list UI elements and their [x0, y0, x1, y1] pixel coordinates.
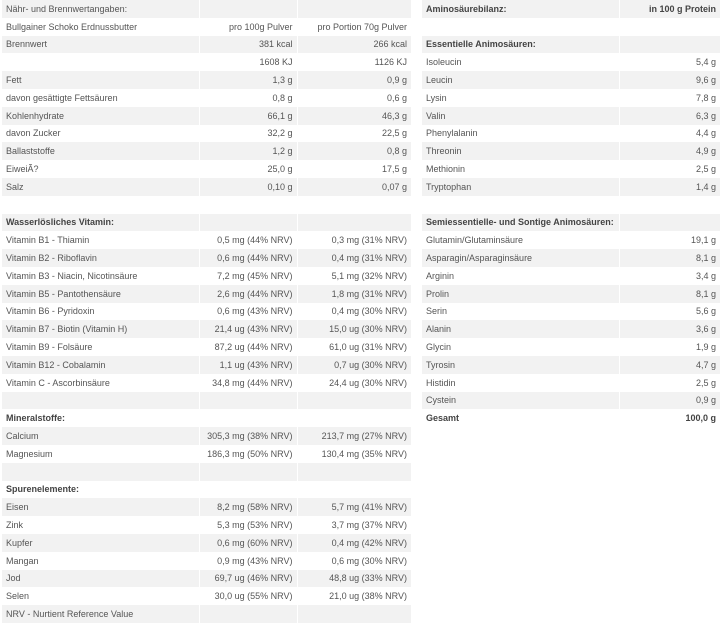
table-row: [2, 320, 411, 338]
row-value: 30,0 ug (55% NRV): [199, 587, 297, 605]
row-value: [199, 463, 297, 481]
row-label: davon Zucker: [2, 125, 199, 143]
row-value: 7,2 mg (45% NRV): [199, 267, 297, 285]
row-value: [199, 623, 297, 641]
table-row: [422, 267, 720, 285]
table-row: [422, 18, 720, 36]
table-row: [422, 196, 720, 214]
row-value: [619, 214, 720, 232]
row-value: 213,7 mg (27% NRV): [297, 427, 411, 445]
row-value: 15,0 ug (30% NRV): [297, 320, 411, 338]
row-value: 0,5 mg (44% NRV): [199, 231, 297, 249]
row-value: 21,0 ug (38% NRV): [297, 587, 411, 605]
row-value: [619, 18, 720, 36]
row-value: [297, 409, 411, 427]
row-label: Vitamin C - Ascorbinsäure: [2, 374, 199, 392]
table-row: [2, 267, 411, 285]
table-row: [2, 303, 411, 321]
row-value: 2,5 g: [619, 160, 720, 178]
table-row: [422, 125, 720, 143]
row-label: Kupfer: [2, 534, 199, 552]
row-value: 5,4 g: [619, 53, 720, 71]
row-label: Vitamin B3 - Niacin, Nicotinsäure: [2, 267, 199, 285]
row-value: 0,9 mg (43% NRV): [199, 552, 297, 570]
row-value: 100,0 g: [619, 409, 720, 427]
row-value: 0,3 mg (31% NRV): [297, 231, 411, 249]
table-row: [2, 463, 411, 481]
row-value: 8,2 mg (58% NRV): [199, 498, 297, 516]
row-label: Kohlenhydrate: [2, 107, 199, 125]
row-value: [297, 214, 411, 232]
row-label: Eisen: [2, 498, 199, 516]
row-value: 1,8 mg (31% NRV): [297, 285, 411, 303]
row-value: 2,5 g: [619, 374, 720, 392]
table-row: [422, 338, 720, 356]
row-label: Calcium: [2, 427, 199, 445]
row-value: 4,4 g: [619, 125, 720, 143]
row-value: 2,6 mg (44% NRV): [199, 285, 297, 303]
row-label: Vitamin B5 - Pantothensäure: [2, 285, 199, 303]
row-value: 25,0 g: [199, 160, 297, 178]
table-row: [2, 231, 411, 249]
table-row: [422, 392, 720, 410]
row-value: 1,4 g: [619, 178, 720, 196]
nutrition-table-body: [2, 0, 411, 641]
row-value: 5,6 g: [619, 303, 720, 321]
row-value: pro 100g Pulver: [199, 18, 297, 36]
row-value: 0,9 g: [297, 71, 411, 89]
table-row: [422, 71, 720, 89]
row-label: Gesamt: [422, 409, 619, 427]
table-row: [2, 587, 411, 605]
row-value: 3,4 g: [619, 267, 720, 285]
row-value: 8,1 g: [619, 249, 720, 267]
table-row: [422, 89, 720, 107]
row-label: [2, 623, 199, 641]
table-row: [2, 570, 411, 588]
row-label: Vitamin B12 - Cobalamin: [2, 356, 199, 374]
row-value: 3,6 g: [619, 320, 720, 338]
row-value: 0,9 g: [619, 392, 720, 410]
row-label: Vitamin B7 - Biotin (Vitamin H): [2, 320, 199, 338]
row-label: NRV - Nurtient Reference Value: [2, 605, 199, 623]
row-label: Magnesium: [2, 445, 199, 463]
section-header-row: [422, 0, 720, 18]
row-label: Selen: [2, 587, 199, 605]
row-value: 0,10 g: [199, 178, 297, 196]
row-value: pro Portion 70g Pulver: [297, 18, 411, 36]
row-value: 0,4 mg (30% NRV): [297, 303, 411, 321]
row-value: 9,6 g: [619, 71, 720, 89]
row-label: Tyrosin: [422, 356, 619, 374]
row-value: [199, 392, 297, 410]
row-label: Glutamin/Glutaminsäure: [422, 231, 619, 249]
table-row: [2, 285, 411, 303]
amino-acid-table-body: [422, 0, 720, 427]
row-value: 17,5 g: [297, 160, 411, 178]
row-value: [199, 409, 297, 427]
table-row: [2, 249, 411, 267]
row-label: Methionin: [422, 160, 619, 178]
row-label: Essentielle Animosäuren:: [422, 36, 619, 54]
row-label: Fett: [2, 71, 199, 89]
table-row: [2, 36, 411, 54]
section-header-row: [2, 409, 411, 427]
row-value: 0,6 mg (30% NRV): [297, 552, 411, 570]
row-label: Zink: [2, 516, 199, 534]
row-value: 22,5 g: [297, 125, 411, 143]
table-row: [2, 71, 411, 89]
row-value: 21,4 ug (43% NRV): [199, 320, 297, 338]
row-label: Tryptophan: [422, 178, 619, 196]
table-row: [2, 196, 411, 214]
row-value: 1608 KJ: [199, 53, 297, 71]
table-row: [422, 142, 720, 160]
table-row: [2, 534, 411, 552]
table-row: [2, 338, 411, 356]
table-row: [422, 285, 720, 303]
row-label: davon gesättigte Fettsäuren: [2, 89, 199, 107]
table-row: [422, 107, 720, 125]
row-label: Asparagin/Asparaginsäure: [422, 249, 619, 267]
row-label: Ballaststoffe: [2, 142, 199, 160]
row-value: [297, 605, 411, 623]
section-header-row: [422, 214, 720, 232]
amino-acid-table: [422, 0, 720, 427]
row-label: Vitamin B2 - Riboflavin: [2, 249, 199, 267]
row-label: Mineralstoffe:: [2, 409, 199, 427]
table-row: [2, 392, 411, 410]
table-row: [422, 249, 720, 267]
row-value: [619, 196, 720, 214]
row-value: 186,3 mg (50% NRV): [199, 445, 297, 463]
row-value: 0,4 mg (31% NRV): [297, 249, 411, 267]
row-value: 1126 KJ: [297, 53, 411, 71]
table-row: [2, 445, 411, 463]
row-label: Spurenelemente:: [2, 481, 199, 499]
row-value: 0,8 g: [297, 142, 411, 160]
row-value: 3,7 mg (37% NRV): [297, 516, 411, 534]
table-row: [422, 231, 720, 249]
row-value: 4,9 g: [619, 142, 720, 160]
row-label: Cystein: [422, 392, 619, 410]
row-value: 0,7 ug (30% NRV): [297, 356, 411, 374]
row-value: 0,6 mg (44% NRV): [199, 249, 297, 267]
row-label: Prolin: [422, 285, 619, 303]
table-row: [2, 0, 411, 18]
row-value: [199, 605, 297, 623]
row-label: [422, 196, 619, 214]
row-value: [297, 463, 411, 481]
row-label: Serin: [422, 303, 619, 321]
row-value: 1,2 g: [199, 142, 297, 160]
row-label: [422, 18, 619, 36]
table-row: [422, 374, 720, 392]
row-value: 0,6 mg (60% NRV): [199, 534, 297, 552]
row-value: in 100 g Protein: [619, 0, 720, 18]
row-value: 5,7 mg (41% NRV): [297, 498, 411, 516]
row-label: Mangan: [2, 552, 199, 570]
table-row: [2, 89, 411, 107]
row-value: 46,3 g: [297, 107, 411, 125]
row-label: Alanin: [422, 320, 619, 338]
row-label: [2, 196, 199, 214]
row-label: Valin: [422, 107, 619, 125]
table-row: [422, 160, 720, 178]
row-label: [2, 463, 199, 481]
row-value: [199, 0, 297, 18]
nutrition-table: [2, 0, 411, 641]
row-value: 8,1 g: [619, 285, 720, 303]
table-row: [422, 178, 720, 196]
table-row: [2, 18, 411, 36]
row-value: 87,2 ug (44% NRV): [199, 338, 297, 356]
row-value: 305,3 mg (38% NRV): [199, 427, 297, 445]
row-label: Semiessentielle- und Sontige Animosäuren:: [422, 214, 619, 232]
row-label: EiweiÃ?: [2, 160, 199, 178]
row-label: Brennwert: [2, 36, 199, 54]
row-label: Nähr- und Brennwertangaben:: [2, 0, 199, 18]
table-row: [2, 107, 411, 125]
row-value: 130,4 mg (35% NRV): [297, 445, 411, 463]
row-value: [297, 481, 411, 499]
row-value: 24,4 ug (30% NRV): [297, 374, 411, 392]
row-value: 34,8 mg (44% NRV): [199, 374, 297, 392]
row-label: Lysin: [422, 89, 619, 107]
row-value: [297, 623, 411, 641]
row-value: 0,6 mg (43% NRV): [199, 303, 297, 321]
row-value: 1,9 g: [619, 338, 720, 356]
table-row: [2, 374, 411, 392]
row-value: [297, 392, 411, 410]
row-value: 61,0 ug (31% NRV): [297, 338, 411, 356]
row-value: 69,7 ug (46% NRV): [199, 570, 297, 588]
row-label: Vitamin B6 - Pyridoxin: [2, 303, 199, 321]
row-value: 266 kcal: [297, 36, 411, 54]
section-header-row: [2, 481, 411, 499]
row-label: Aminosäurebilanz:: [422, 0, 619, 18]
section-header-row: [2, 214, 411, 232]
table-row: [2, 142, 411, 160]
row-value: [199, 196, 297, 214]
row-value: [199, 214, 297, 232]
table-row: [2, 160, 411, 178]
row-value: 0,4 mg (42% NRV): [297, 534, 411, 552]
row-value: 32,2 g: [199, 125, 297, 143]
row-label: Vitamin B9 - Folsäure: [2, 338, 199, 356]
row-label: Arginin: [422, 267, 619, 285]
table-row: [422, 303, 720, 321]
row-label: Histidin: [422, 374, 619, 392]
row-label: Threonin: [422, 142, 619, 160]
row-label: Wasserlösliches Vitamin:: [2, 214, 199, 232]
row-label: [2, 392, 199, 410]
row-value: 4,7 g: [619, 356, 720, 374]
row-value: 5,1 mg (32% NRV): [297, 267, 411, 285]
row-label: Vitamin B1 - Thiamin: [2, 231, 199, 249]
table-row: [2, 516, 411, 534]
row-label: [2, 53, 199, 71]
row-value: 0,8 g: [199, 89, 297, 107]
row-value: [297, 0, 411, 18]
row-label: Glycin: [422, 338, 619, 356]
table-row: [2, 552, 411, 570]
row-value: [297, 196, 411, 214]
row-value: 66,1 g: [199, 107, 297, 125]
table-row: [2, 53, 411, 71]
row-value: [199, 481, 297, 499]
row-value: 0,07 g: [297, 178, 411, 196]
section-header-row: [422, 409, 720, 427]
row-value: 1,3 g: [199, 71, 297, 89]
table-row: [2, 427, 411, 445]
row-label: Leucin: [422, 71, 619, 89]
row-value: 48,8 ug (33% NRV): [297, 570, 411, 588]
table-row: [2, 605, 411, 623]
row-value: 7,8 g: [619, 89, 720, 107]
table-row: [2, 498, 411, 516]
row-value: [619, 36, 720, 54]
row-value: 0,6 g: [297, 89, 411, 107]
table-row: [2, 356, 411, 374]
row-value: 381 kcal: [199, 36, 297, 54]
row-label: Bullgainer Schoko Erdnussbutter: [2, 18, 199, 36]
row-value: 5,3 mg (53% NRV): [199, 516, 297, 534]
row-value: 6,3 g: [619, 107, 720, 125]
row-label: Isoleucin: [422, 53, 619, 71]
row-label: Jod: [2, 570, 199, 588]
table-row: [2, 178, 411, 196]
table-row: [2, 623, 411, 641]
table-row: [422, 53, 720, 71]
table-row: [422, 356, 720, 374]
section-header-row: [422, 36, 720, 54]
row-value: 1,1 ug (43% NRV): [199, 356, 297, 374]
table-row: [422, 320, 720, 338]
table-row: [2, 125, 411, 143]
row-value: 19,1 g: [619, 231, 720, 249]
row-label: Salz: [2, 178, 199, 196]
row-label: Phenylalanin: [422, 125, 619, 143]
